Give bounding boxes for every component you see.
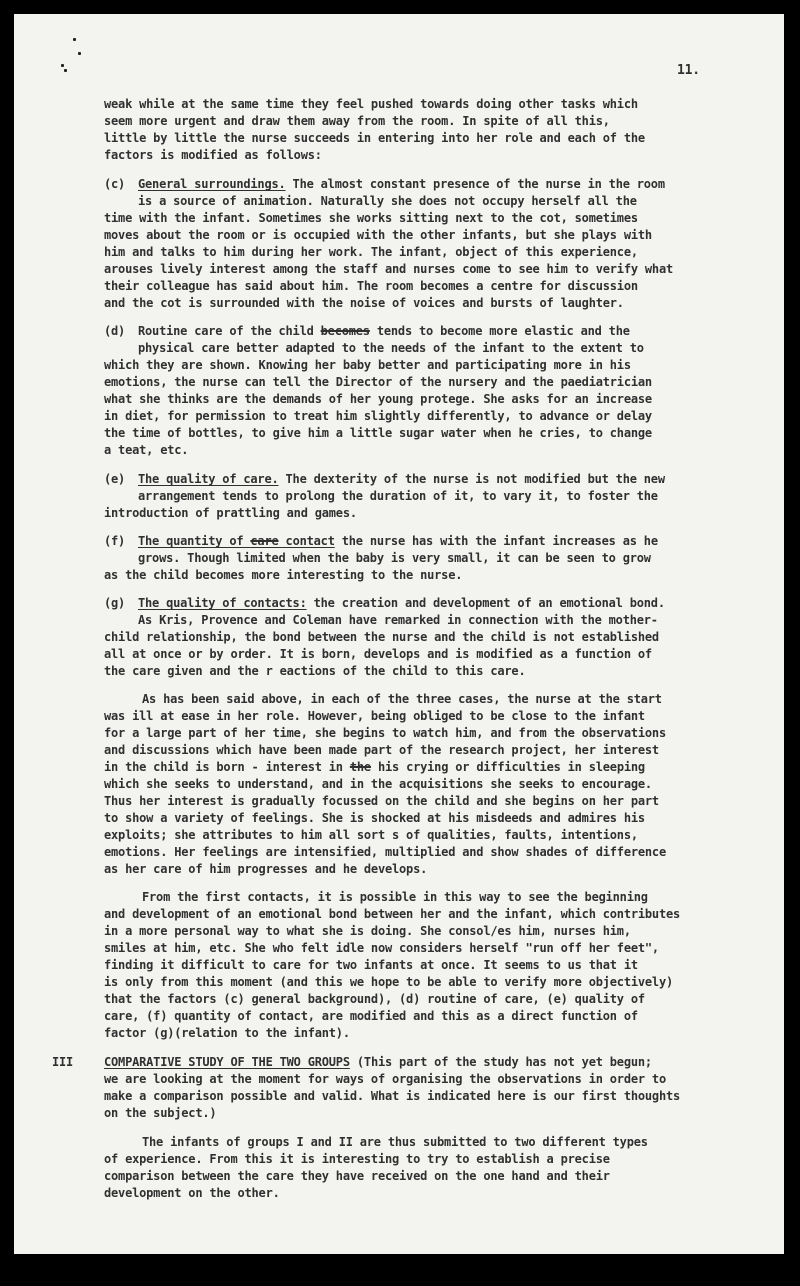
text-line: for a large part of her time, she begins to watch him, and from the observations: [104, 726, 666, 740]
text-line: smiles at him, etc. She who felt idle now considers herself "run off her feet",: [104, 941, 659, 955]
text-run: Routine care of the child: [138, 324, 321, 338]
section-f-first-line: [104, 533, 658, 549]
punch-mark: [64, 69, 67, 72]
text-line: physical care better adapted to the needs of the infant to the extent to: [138, 341, 644, 355]
text-line: finding it difficult to care for two infants at once. It seems to us that it: [104, 958, 638, 972]
text-line: [104, 759, 645, 775]
text-line: as the child becomes more interesting to the nurse.: [104, 568, 463, 582]
text-line: seem more urgent and draw them away from the room. In spite of all this,: [104, 114, 610, 128]
text-line: a teat, etc.: [104, 443, 189, 457]
section-heading: COMPARATIVE STUDY OF THE TWO GROUPS: [104, 1055, 350, 1069]
text-line: child relationship, the bond between the nurse and the child is not established: [104, 630, 659, 644]
section-numeral: III: [52, 1055, 74, 1069]
text-line: moves about the room or is occupied with the other infants, but she plays with: [104, 228, 652, 242]
text-line: on the subject.): [104, 1106, 217, 1120]
text-line: is only from this moment (and this we hope to be able to verify more objectively): [104, 975, 673, 989]
section-d-first-line: [104, 323, 630, 339]
struck-word: the: [349, 760, 371, 774]
text-line: arouses lively interest among the staff and nurses come to see him to verify what: [104, 262, 673, 276]
text-line: which they are shown. Knowing her baby better and participating more in his: [104, 358, 631, 372]
text-line: introduction of prattling and games.: [104, 506, 357, 520]
text-run: tends to become more elastic and the: [369, 324, 630, 338]
text-line: The infants of groups I and II are thus submitted to two different types: [142, 1135, 648, 1149]
text-line: in a more personal way to what she is doing. She consol/es him, nurses him,: [104, 924, 631, 938]
text-line: we are looking at the moment for ways of organising the observations in order to: [104, 1072, 666, 1086]
text-line: care, (f) quantity of contact, are modified and this as a direct function of: [104, 1009, 638, 1023]
text-line: comparison between the care they have received on the one hand and their: [104, 1169, 610, 1183]
text-line: emotions. Her feelings are intensified, multiplied and show shades of difference: [104, 845, 666, 859]
section-g-first-line: [104, 595, 665, 611]
section-heading: The quality of care.: [138, 472, 279, 486]
text-line: make a comparison possible and valid. What is indicated here is our first thoughts: [104, 1089, 681, 1103]
text-run: (This part of the study has not yet begun;: [349, 1055, 652, 1069]
text-line: was ill at ease in her role. However, being obliged to be close to the infant: [104, 709, 645, 723]
text-line: From the first contacts, it is possible in this way to see the beginning: [142, 890, 648, 904]
item-label: (g): [104, 596, 126, 610]
text-line: factors is modified as follows:: [104, 148, 322, 162]
text-run: the creation and development of an emotional bond.: [306, 596, 665, 610]
section-c-first-line: [104, 176, 665, 192]
text-run: the nurse has with the infant increases as he: [334, 534, 658, 548]
text-run: The dexterity of the nurse is not modified but the new: [278, 472, 665, 486]
struck-word: care: [250, 534, 279, 548]
page-number: 11.: [677, 63, 700, 78]
text-line: development on the other.: [104, 1186, 280, 1200]
text-line: and development of an emotional bond between her and the infant, which contributes: [104, 907, 681, 921]
text-run: in the child is born - interest in: [104, 760, 350, 774]
section-e-first-line: [104, 471, 665, 487]
heading-run: The quantity of: [138, 534, 251, 548]
text-line: of experience. From this it is interesting to try to establish a precise: [104, 1152, 610, 1166]
text-line: time with the infant. Sometimes she works sitting next to the cot, sometimes: [104, 211, 638, 225]
item-label: (f): [104, 534, 126, 548]
section-heading: General surroundings.: [138, 177, 286, 191]
punch-mark: [61, 64, 64, 67]
text-line: Thus her interest is gradually focussed on the child and she begins on her part: [104, 794, 659, 808]
section-heading: The quality of contacts:: [138, 596, 307, 610]
text-line: arrangement tends to prolong the duration of it, to vary it, to foster the: [138, 489, 658, 503]
section-3-first-line: [104, 1054, 652, 1070]
item-label: (e): [104, 472, 126, 486]
text-line: grows. Though limited when the baby is very small, it can be seen to grow: [138, 551, 651, 565]
text-line: to show a variety of feelings. She is shocked at his misdeeds and admires his: [104, 811, 645, 825]
text-line: As has been said above, in each of the three cases, the nurse at the start: [142, 692, 662, 706]
text-line: emotions, the nurse can tell the Director of the nursery and the paediatrician: [104, 375, 652, 389]
text-line: exploits; she attributes to him all sort s of qualities, faults, intentions,: [104, 828, 638, 842]
item-label: (c): [104, 177, 126, 191]
text-line: that the factors (c) general background), (d) routine of care, (e) quality of: [104, 992, 645, 1006]
text-line: and the cot is surrounded with the noise of voices and bursts of laughter.: [104, 296, 624, 310]
text-line: little by little the nurse succeeds in entering into her role and each of the: [104, 131, 645, 145]
document-page: [14, 14, 784, 1254]
section-heading: [138, 534, 335, 548]
text-line: in diet, for permission to treat him slightly differently, to advance or delay: [104, 409, 652, 423]
text-line: and discussions which have been made part of the research project, her interest: [104, 743, 659, 757]
text-line: the care given and the r eactions of the child to this care.: [104, 664, 526, 678]
text-run: The almost constant presence of the nurse in the room: [285, 177, 665, 191]
punch-mark: [73, 38, 76, 41]
text-line: their colleague has said about him. The room becomes a centre for discussion: [104, 279, 638, 293]
heading-run: contact: [278, 534, 335, 548]
text-line: is a source of animation. Naturally she does not occupy herself all the: [138, 194, 637, 208]
text-line: as her care of him progresses and he develops.: [104, 862, 428, 876]
text-line: what she thinks are the demands of her young protege. She asks for an increase: [104, 392, 652, 406]
text-line: factor (g)(relation to the infant).: [104, 1026, 350, 1040]
punch-mark: [78, 52, 81, 55]
text-line: As Kris, Provence and Coleman have remarked in connection with the mother-: [138, 613, 658, 627]
text-line: which she seeks to understand, and in the acquisitions she seeks to encourage.: [104, 777, 652, 791]
text-line: weak while at the same time they feel pushed towards doing other tasks which: [104, 97, 638, 111]
text-line: him and talks to him during her work. The infant, object of this experience,: [104, 245, 638, 259]
text-run: his crying or difficulties in sleeping: [370, 760, 645, 774]
text-line: the time of bottles, to give him a little sugar water when he cries, to change: [104, 426, 652, 440]
item-label: (d): [104, 324, 126, 338]
text-line: all at once or by order. It is born, develops and is modified as a function of: [104, 647, 652, 661]
struck-word: becomes: [320, 324, 370, 338]
